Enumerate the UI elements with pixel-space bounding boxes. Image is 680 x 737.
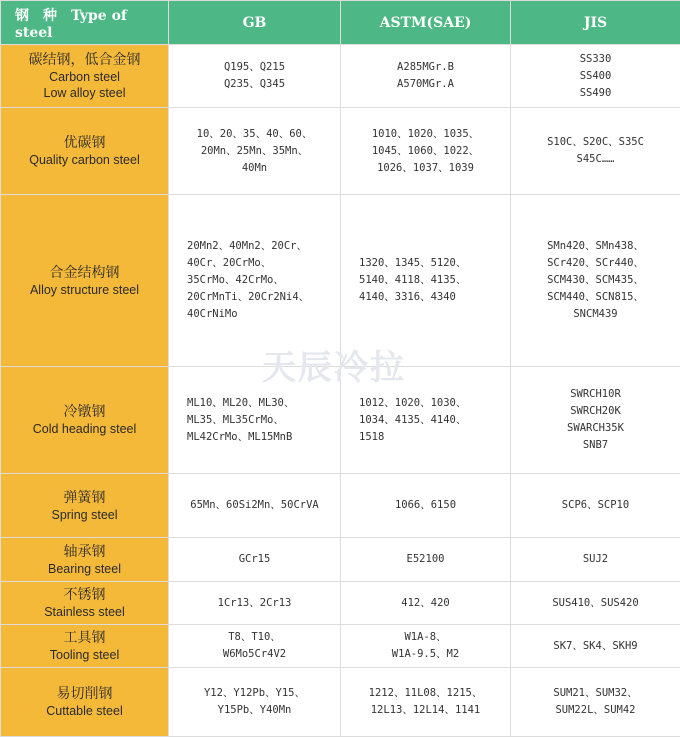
steel-type-english: Low alloy steel [7,85,162,101]
gb-grade-line: 1Cr13、2Cr13 [175,595,334,612]
steel-type-chinese: 不锈钢 [7,586,162,604]
steel-type-cell [1,195,169,367]
table-row [1,108,680,195]
gb-grade-cell [169,195,341,367]
jis-grade-cell [511,45,680,108]
astm-grade-cell [341,474,511,538]
jis-grade-line: SWRCH20K [517,403,674,420]
gb-grade-cell [169,538,341,582]
gb-grade-cell [169,582,341,625]
jis-grade-line: SUM21、SUM32、 [517,685,674,702]
astm-grade-cell [341,195,511,367]
gb-grade-line: 20Mn、25Mn、35Mn、 [175,143,334,160]
jis-grade-line: SS400 [517,68,674,85]
astm-grade-line: 1012、1020、1030、 [359,395,504,412]
steel-type-chinese: 碳结钢，低合金钢 [7,51,162,69]
jis-grade-cell [511,474,680,538]
astm-grade-line: W1A-9.5、M2 [347,646,504,663]
gb-grade-line: ML35、ML35CrMo、 [187,412,334,429]
gb-grade-line: 20Mn2、40Mn2、20Cr、 [187,238,334,255]
gb-grade-line: 40Cr、20CrMo、 [187,255,334,272]
steel-type-cell [1,668,169,737]
gb-grade-line: 65Mn、60Si2Mn、50CrVA [175,497,334,514]
steel-type-english: Spring steel [7,507,162,523]
jis-grade-line: SUJ2 [517,551,674,568]
jis-grade-cell [511,538,680,582]
table-row [1,582,680,625]
steel-type-chinese: 工具钢 [7,629,162,647]
gb-grade-line: W6Mo5Cr4V2 [175,646,334,663]
astm-grade-line: 1518 [359,429,504,446]
steel-type-chinese: 合金结构钢 [7,264,162,282]
jis-grade-cell [511,108,680,195]
astm-grade-line: W1A-8、 [347,629,504,646]
table-row [1,45,680,108]
jis-grade-line: SCM440、SCN815、 [517,289,674,306]
steel-type-english: Quality carbon steel [7,152,162,168]
steel-type-english: Cold heading steel [7,421,162,437]
jis-grade-line: SNCM439 [517,306,674,323]
gb-grade-line: GCr15 [175,551,334,568]
astm-grade-line: A570MGr.A [347,76,504,93]
steel-type-cell [1,474,169,538]
astm-grade-line: E52100 [347,551,504,568]
jis-grade-cell [511,582,680,625]
gb-grade-line: 40CrNiMo [187,306,334,323]
steel-type-chinese: 弹簧钢 [7,489,162,507]
jis-grade-line: S45C…… [517,151,674,168]
table-header-row [1,1,680,45]
gb-grade-cell [169,668,341,737]
header-type-of-steel: 钢 种 Type of steel [1,1,169,45]
jis-grade-cell [511,195,680,367]
jis-grade-line: SWRCH10R [517,386,674,403]
steel-type-english: Stainless steel [7,604,162,620]
gb-grade-line: Q195、Q215 [175,59,334,76]
astm-grade-line: 1320、1345、5120、 [359,255,504,272]
astm-grade-cell [341,668,511,737]
gb-grade-line: Q235、Q345 [175,76,334,93]
steel-type-chinese: 轴承钢 [7,543,162,561]
astm-grade-line: 1066、6150 [347,497,504,514]
table-row [1,538,680,582]
astm-grade-line: 4140、3316、4340 [359,289,504,306]
astm-grade-line: 12L13、12L14、1141 [347,702,504,719]
steel-type-cell [1,625,169,668]
jis-grade-line: SUM22L、SUM42 [517,702,674,719]
steel-type-chinese: 优碳钢 [7,134,162,152]
jis-grade-line: SNB7 [517,437,674,454]
astm-grade-cell [341,625,511,668]
steel-type-cell [1,582,169,625]
steel-type-cell [1,367,169,474]
astm-grade-cell [341,367,511,474]
gb-grade-cell [169,45,341,108]
jis-grade-line: SS330 [517,51,674,68]
watermark: 天辰冷拉 [262,340,406,389]
steel-type-cell [1,108,169,195]
astm-grade-line: 1045、1060、1022、 [347,143,504,160]
steel-type-chinese: 易切削钢 [7,685,162,703]
jis-grade-cell [511,625,680,668]
gb-grade-line: 10、20、35、40、60、 [175,126,334,143]
jis-grade-line: S10C、S20C、S35C [517,134,674,151]
steel-type-english: Alloy structure steel [7,282,162,298]
astm-grade-line: 1010、1020、1035、 [347,126,504,143]
jis-grade-cell [511,367,680,474]
astm-grade-line: A285MGr.B [347,59,504,76]
astm-grade-line: 1034、4135、4140、 [359,412,504,429]
astm-grade-line: 5140、4118、4135、 [359,272,504,289]
gb-grade-line: ML10、ML20、ML30、 [187,395,334,412]
steel-type-english: Carbon steel [7,69,162,85]
steel-type-cell [1,45,169,108]
astm-grade-line: 412、420 [347,595,504,612]
astm-grade-cell [341,108,511,195]
steel-type-chinese: 冷镦钢 [7,403,162,421]
astm-grade-line: 1026、1037、1039 [347,160,504,177]
table-row [1,625,680,668]
header-gb: GB [169,1,341,45]
steel-type-english: Tooling steel [7,647,162,663]
jis-grade-line: SCP6、SCP10 [517,497,674,514]
gb-grade-cell [169,625,341,668]
gb-grade-line: ML42CrMo、ML15MnB [187,429,334,446]
gb-grade-line: T8、T10、 [175,629,334,646]
table-row [1,195,680,367]
jis-grade-line: SMn420、SMn438、 [517,238,674,255]
gb-grade-cell [169,108,341,195]
jis-grade-line: SS490 [517,85,674,102]
table-row [1,367,680,474]
astm-grade-cell [341,538,511,582]
steel-type-english: Cuttable steel [7,703,162,719]
astm-grade-line: 1212、11L08、1215、 [347,685,504,702]
table-row [1,474,680,538]
gb-grade-line: Y15Pb、Y40Mn [175,702,334,719]
gb-grade-cell [169,367,341,474]
gb-grade-cell [169,474,341,538]
gb-grade-line: 40Mn [175,160,334,177]
table-row [1,668,680,737]
steel-type-english: Bearing steel [7,561,162,577]
jis-grade-line: SK7、SK4、SKH9 [517,638,674,655]
gb-grade-line: 20CrMnTi、20Cr2Ni4、 [187,289,334,306]
astm-grade-cell [341,45,511,108]
astm-grade-cell [341,582,511,625]
gb-grade-line: 35CrMo、42CrMo、 [187,272,334,289]
header-astm: ASTM(SAE) [341,1,511,45]
steel-type-cell [1,538,169,582]
jis-grade-line: SUS410、SUS420 [517,595,674,612]
jis-grade-line: SCr420、SCr440、 [517,255,674,272]
jis-grade-cell [511,668,680,737]
jis-grade-line: SWARCH35K [517,420,674,437]
jis-grade-line: SCM430、SCM435、 [517,272,674,289]
header-jis: JIS [511,1,680,45]
gb-grade-line: Y12、Y12Pb、Y15、 [175,685,334,702]
